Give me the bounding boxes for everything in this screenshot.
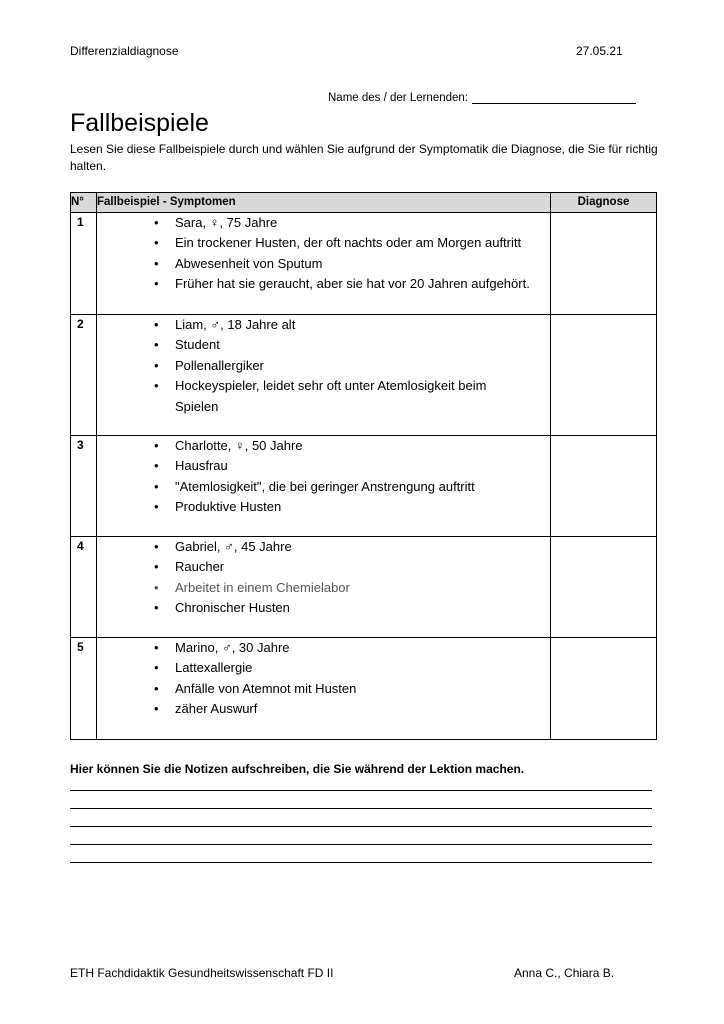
list-item: • Lattexallergie [97,658,550,678]
table-row [71,537,657,638]
list-item: • Produktive Husten [97,497,550,517]
case-symptoms [97,315,551,436]
header-number: N° [71,193,97,213]
notes-label: Hier können Sie die Notizen aufschreiben, die Sie während der Lektion machen. [70,762,525,776]
list-item: • Sara, ♀, 75 Jahre [97,213,550,233]
case-table [70,192,657,740]
list-item: • Arbeitet in einem Chemielabor [97,578,550,598]
table-row [71,436,657,537]
list-item: • Früher hat sie geraucht, aber sie hat vor 20 Jahren aufgehört. [97,274,550,294]
note-line[interactable] [70,808,652,809]
list-item: • Pollenallergiker [97,356,550,376]
case-symptoms [97,213,551,315]
case-number: 2 [71,315,97,436]
list-item: • Student [97,335,550,355]
list-item: • Liam, ♂, 18 Jahre alt [97,315,550,335]
list-item: • Raucher [97,557,550,577]
note-line[interactable] [70,862,652,863]
header-subject: Differenzialdiagnose [70,44,179,58]
diagnosis-cell[interactable] [551,436,657,537]
note-line[interactable] [70,826,652,827]
diagnosis-cell[interactable] [551,213,657,315]
header-symptoms: Fallbeispiel - Symptomen [97,193,551,213]
learner-name-line[interactable] [472,91,636,104]
learner-name-field[interactable] [328,91,636,104]
footer-left: ETH Fachdidaktik Gesundheitswissenschaft FD II [70,966,334,980]
case-number: 3 [71,436,97,537]
list-item: • Abwesenheit von Sputum [97,254,550,274]
list-item: • Anfälle von Atemnot mit Husten [97,679,550,699]
learner-name-label: Name des / der Lernenden: [328,92,469,104]
table-header-row [71,193,657,213]
list-item: • zäher Auswurf [97,699,550,719]
table-row [71,213,657,315]
case-number: 1 [71,213,97,315]
list-item: • Charlotte, ♀, 50 Jahre [97,436,550,456]
diagnosis-cell[interactable] [551,315,657,436]
note-line[interactable] [70,790,652,791]
case-symptoms [97,638,551,740]
footer-right: Anna C., Chiara B. [514,966,615,980]
list-item: • Hausfrau [97,456,550,476]
intro-text: Lesen Sie diese Fallbeispiele durch und wählen Sie aufgrund der Symptomatik die Diagnose, die Sie für richtig halten. [70,142,658,173]
list-item: • Marino, ♂, 30 Jahre [97,638,550,658]
case-symptoms [97,537,551,638]
table-row [71,638,657,740]
header-date: 27.05.21 [576,44,623,58]
list-item: • Hockeyspieler, leidet sehr oft unter Atemlosigkeit beim Spielen [97,376,550,417]
header-diagnosis: Diagnose [551,193,657,213]
case-number: 4 [71,537,97,638]
diagnosis-cell[interactable] [551,638,657,740]
list-item: • Ein trockener Husten, der oft nachts oder am Morgen auftritt [97,233,550,253]
table-row [71,315,657,436]
case-number: 5 [71,638,97,740]
list-item: • "Atemlosigkeit", die bei geringer Anstrengung auftritt [97,477,550,497]
list-item: • Chronischer Husten [97,598,550,618]
case-symptoms [97,436,551,537]
diagnosis-cell[interactable] [551,537,657,638]
page-title: Fallbeispiele [70,109,209,137]
note-line[interactable] [70,844,652,845]
list-item: • Gabriel, ♂, 45 Jahre [97,537,550,557]
